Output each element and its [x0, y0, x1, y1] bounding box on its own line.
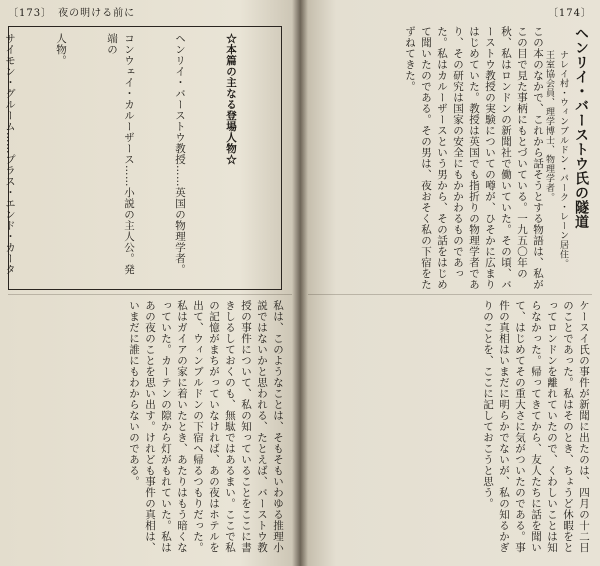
book-gutter [292, 0, 308, 566]
cast-entry: サイモン・グルーム……プラス・エンド・カータ [4, 33, 16, 275]
right-body-upper: この本のなかで、これから話そうとする物語は、私がこの目で見た事柄にもとづいている。一九五〇年の秋、私はロンドンの新聞社で働いていた。その頃、バーストウ教授の実験についての噂が、ひそかに広まりはじめていた。教授は英国でも指折りの物理学者であり、その研究は国家の安全にもかかわるものであった。私はカルーザースという男から、その話をはじめて聞いたのである。その男は、夜おそく私の下宿をたずねてきた。 [404, 26, 544, 290]
section-divider-right [308, 294, 592, 295]
cast-box [4, 26, 282, 290]
chapter-subtitle: ナレイ村・ウィンブルドン・パーク・レーン居住。 王室協会員、理学博士、物理学者。 [544, 50, 568, 274]
page-header-right: 〔174〕 [547, 8, 592, 19]
cast-title: ☆本篇の主なる登場人物☆ [225, 33, 237, 165]
chapter-title: ヘンリイ・バーストウ氏の隧道 [573, 26, 589, 229]
section-divider-left [8, 294, 292, 295]
cast-entry: ヘンリイ・バーストウ教授……英国の物理学者。 [174, 33, 186, 275]
page-header-left: 〔173〕 夜の明ける前に [8, 8, 136, 19]
cast-entry: コンウェイ・カルーザース……小説の主人公。発端の [106, 33, 135, 275]
left-body-text: 私は、このようなことは、そもそもいわゆる推理小説ではないかと思われる、たとえば、バーストウ教授の事件について、私の知っていることをここに書きしるしておくのも、無駄ではあるまい。ここで私の記憶がまちがっていなければ、あの夜はホテルを出て、ウィンブルドンの下宿へ帰るつもりだった。私はガイアの家に着いたとき、あたりはもう暗くなっていた。カーテンの隙から灯がもれていた。私はあの夜のことを思い出す。けれども事件の真相は、いまだに誰にもわからないのである。 [128, 300, 284, 553]
right-body-lower: ケースイ氏の事件が新聞に出たのは、四月の十二日のことであった。私はそのとき、ちょうど休暇をとってロンドンを離れていたので、くわしいことは知らなかった。帰ってきてから、友人たちに話を聞いて、はじめてその重大さに気がついたのである。事件の真相はいまだに明らかでないが、私の知るかぎりのことを、ここに記しておこうと思う。 [482, 300, 590, 553]
right-page [300, 0, 600, 566]
cast-entry: 人物。 [55, 33, 67, 66]
cast-list [4, 33, 273, 281]
